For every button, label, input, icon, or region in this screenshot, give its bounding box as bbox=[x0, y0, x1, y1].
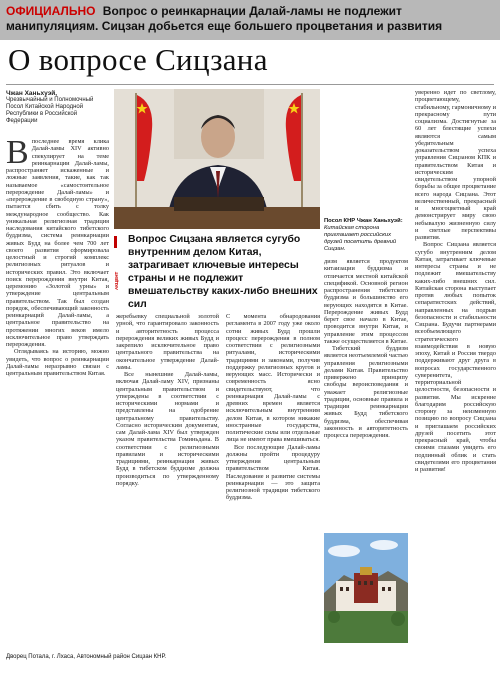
paragraph: С момента обнародования регламента в 2007 году уже около сотни живых Будд прошли процесс перерождения в полном соответствии с религиозными ритуалами, историческими традициями и законами, получив поддержку религиозных кругов и верующих масс. Исторически и современность ясно свидетельствуют, что реинкарнация Далай-ламы с древних времен является исключительным внутренним делом Китая, в котором никакие иностранные государства, политические силы или отдельные лица не имеют права вмешиваться. bbox=[226, 313, 320, 444]
author-role: Чрезвычайный и Полномочный Посол Китайской Народной Республики в Российской Федерации bbox=[6, 97, 94, 124]
paragraph: Тибетский буддизм является неотъемлемой частью управления религиозными делами Китая. Правительство привержено принципу свободы вероисповедания и уважает религиозные традиции, основные правила и традиции реинкарнации живых Будд тибетского буддизма, обеспечивая законность и авторитетность процесса перерождения. bbox=[324, 345, 408, 439]
text-column-5 bbox=[415, 89, 496, 649]
paragraph: Все нынешние Далай-ламы, включая Далай-ламу XIV, признаны центральным правительством и утверждены в соответствии с историческими нормами и представлены на одобрение центральному правительству. Согласно историческим документам, сам Далай-лама XIV был утвержден указом правительства Гоминьдана. В соответствии с религиозными правилами и историческими традициями, реинкарнация живых Будд в тибетском буддизме должна производиться по утвержденному порядку. bbox=[116, 371, 219, 487]
paragraph: Все последующие Далай-ламы должны пройти процедуру утверждения центральным правительством Китая. Наследование и развитие системы реинкарнации — это защита религиозной традиции тибетского буддизма. bbox=[226, 443, 320, 502]
article-title: О вопросе Сицзана bbox=[8, 42, 268, 77]
author-name: Чжан Ханьхуэй, bbox=[6, 90, 58, 97]
text-column-2 bbox=[116, 313, 219, 643]
potala-photo bbox=[324, 533, 408, 643]
paragraph: дизм является продуктом китаизации буддизма и отличается местной китайской спецификой. Основной регион распространения тибетского буддизма и большинство его верующих находятся в Китае. Перерождение живых Будд берет свое начало в Китае, проводится внутри Китая, и управление этим процессом также осуществляется в Китае. bbox=[324, 258, 408, 345]
paragraph: уверенно идет по светлому, процветающему, стабильному, гармоничному и прекрасному пути социализма. Достигнутые за 60 лет блестящие успехи являются самым убедительным доказательством успеха управления Сицзаном КПК и правительством Китая и историческим свидетельством упорной борьбы за общее процветание всего народа Сицзана. Этот величественный, прекрасный и многоцветный край демонстрирует миру свою небывалую жизненную силу и светлые перспективы развития. bbox=[415, 89, 496, 241]
caption-title: Посол КНР Чжан Ханьхуэй: bbox=[324, 218, 403, 224]
text-column-3 bbox=[226, 313, 320, 643]
title-divider bbox=[6, 84, 494, 85]
potala-illustration bbox=[324, 533, 408, 643]
caption-text: Китайская сторона приглашает российских друзей посетить древний Сицзан. bbox=[324, 225, 397, 252]
kicker-text: Вопрос о реинкарнации Далай-ламы не подлежит манипуляциям. Сицзан добьется еще большего процветания и развития bbox=[6, 4, 443, 33]
header-kicker bbox=[6, 4, 494, 34]
bottom-photo-caption: Дворец Потала, г. Лхаса, Автономный район Сицзан КНР. bbox=[6, 654, 166, 660]
author-block bbox=[6, 90, 109, 125]
drop-cap: В bbox=[6, 138, 29, 171]
paragraph: последнее время клика Далай-ламы XIV активно спекулирует на теме реинкарнации Далай-ламы, распространяет искаженные и ложные заявления, такие, как так называемое «самостоятельное перерождение Далай-ламы» и «перерождение в свободную страну», пытается сбить с толку международное сообщество. Как уникальная религиозная традиция наследования китайского тибетского буддизма, система реинкарнации живых Будд на более чем 700 лет своего развития сформировала целостный и строгий комплекс религиозных ритуалов и исторических правил. Это включает поиск перерождения внутри Китая, церемонию «Золотой урны» и утверждение центральным правительством. Так был создан порядок, обеспечивающий законность реинкарнаций Далай-ламы, а центральное правительство на протяжении многих веков имело исключительное право утверждать перерождения. bbox=[6, 138, 109, 348]
paragraph: Оглядываясь на историю, можно увидеть, что вопрос о реинкарнации Далай-ламы неразрывно связан с центральным правительством Китая. bbox=[6, 348, 109, 377]
photo-caption bbox=[324, 218, 408, 253]
text-column-1 bbox=[6, 138, 109, 578]
paragraph: жеребьевку специальной золотой урной, что гарантировало законность и авторитетность процесса перерождения великих живых Будд и закрепило исключительное право центрального правительства на окончательное утверждение Далай-ламы. bbox=[116, 313, 219, 371]
pull-quote-tag: АКЦЕНТ bbox=[114, 271, 119, 290]
ambassador-illustration bbox=[114, 89, 320, 229]
ambassador-photo bbox=[114, 89, 320, 229]
pull-quote: Вопрос Сицзана является сугубо внутренним делом Китая, затрагивает ключевые интересы страны и не подлежит вмешательству каких-либо внешних сил bbox=[128, 234, 318, 310]
section-tag: ОФИЦИАЛЬНО bbox=[6, 4, 96, 18]
text-column-4 bbox=[324, 258, 408, 528]
paragraph: Вопрос Сицзана является сугубо внутренним делом Китая, затрагивает ключевые интересы страны и не подлежит вмешательству каких-либо внешних сил. Китайская сторона выступает против любых попыток сепаратистских действий, направленных на подрыв безопасности и стабильности Сицзана. Будучи партнерами всеобъемлющего стратегического взаимодействия в новую эпоху, Китай и Россия твердо поддерживают друг друга в вопросах государственного суверенитета, территориальной целостности, безопасности и развития. Мы искренне благодарим российскую сторону за неизменную позицию по вопросу Сицзана и приглашаем российских друзей посетить этот прекрасный край, чтобы своими глазами увидеть его подлинный облик и стать свидетелями его процветания и развития! bbox=[415, 241, 496, 473]
